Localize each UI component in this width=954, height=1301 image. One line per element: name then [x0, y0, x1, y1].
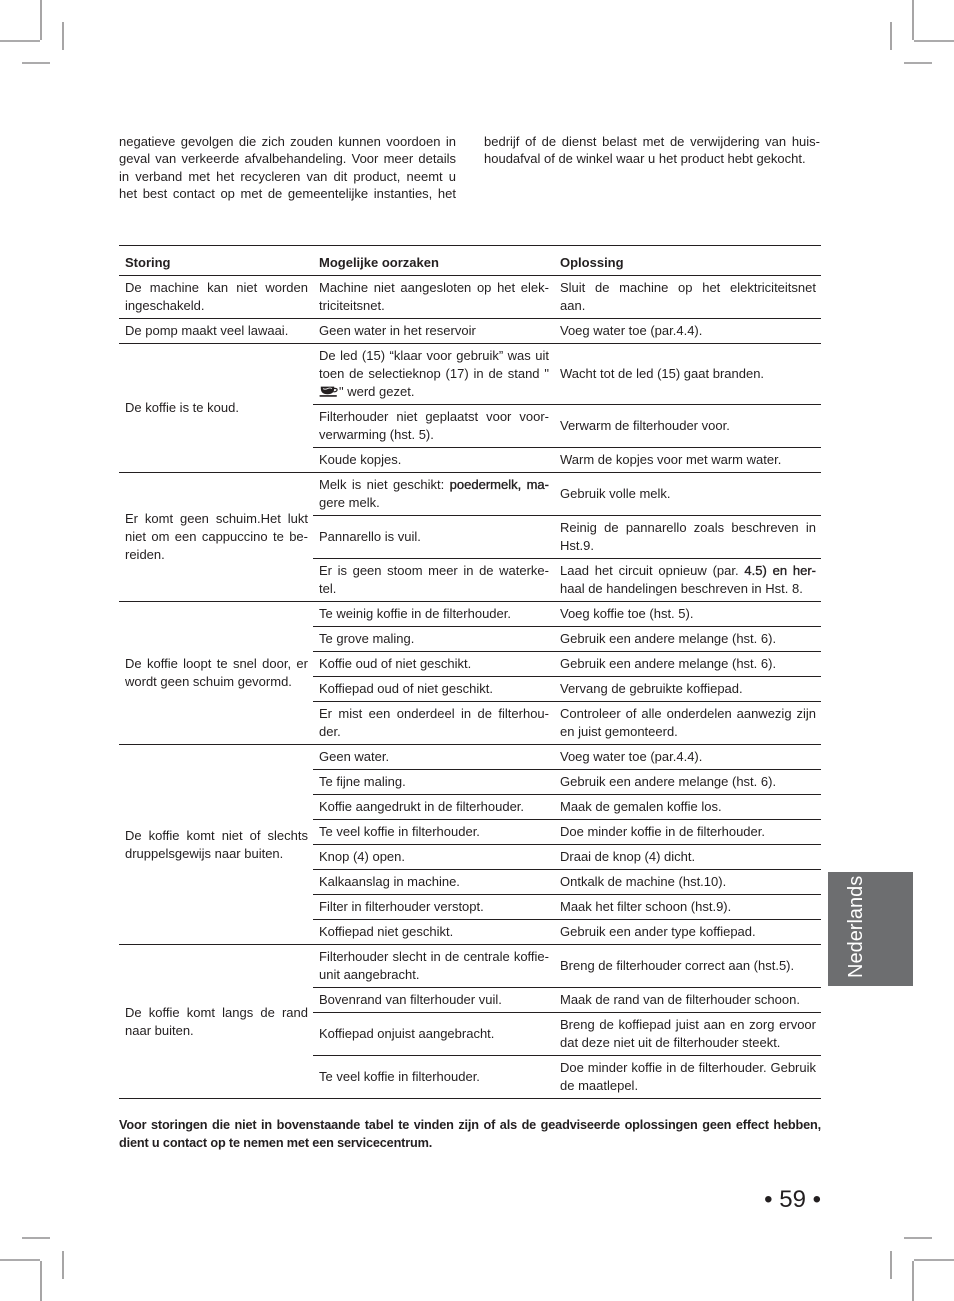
text-line: in verband met het recycleren van dit product, neemt u: [119, 168, 456, 184]
problem-group: [119, 602, 821, 745]
solution-cell: [554, 448, 821, 472]
problem-group: [119, 745, 821, 945]
cause-cell: [313, 870, 554, 894]
solution-cell: [554, 870, 821, 894]
table-row: [313, 405, 821, 448]
text-line: Kalkaanslag in machine.: [319, 874, 460, 889]
table-row: [313, 895, 821, 920]
cause-cell: [313, 344, 554, 404]
text-line: Sluit de machine op het elektriciteitsnet: [560, 280, 816, 295]
text-line: Voor storingen die niet in bovenstaande tabel te vinden zijn of als de geadviseerde oplossingen geen effect hebben,: [119, 1118, 821, 1132]
table-row: [313, 702, 821, 745]
problem-cell: [119, 473, 313, 602]
cause-cell: [313, 920, 554, 944]
text-line: Voeg water toe (par.4.4).: [560, 749, 703, 764]
text-line: De machine kan niet worden: [125, 280, 308, 295]
solution-cell: [554, 516, 821, 558]
text-line: Koffie aangedrukt in de filterhouder.: [319, 799, 525, 814]
text-line: Te weinig koffie in de filterhouder.: [319, 606, 511, 621]
table-header-row: [119, 246, 821, 276]
text-line: Te grove maling.: [319, 631, 415, 646]
text-line: Reinig de pannarello zoals beschreven in: [560, 520, 816, 535]
text-line: De koffie komt niet of slechts: [125, 827, 308, 843]
emphasized-text: 4.5) en her-: [744, 563, 817, 578]
text-line: ingeschakeld.: [125, 298, 205, 313]
intro-text-right: [484, 133, 820, 168]
cause-cell: [313, 677, 554, 701]
cause-cell: [313, 1013, 554, 1055]
header-storing: Storing: [125, 254, 171, 270]
table-row: [313, 770, 821, 795]
cause-cell: [313, 745, 554, 769]
text-line: Voeg koffie toe (hst. 5).: [560, 606, 694, 621]
problem-cell: [119, 945, 313, 1099]
text-line: Te fijne maling.: [319, 774, 406, 789]
text-line: Controleer of alle onderdelen aanwezig zijn: [560, 706, 816, 721]
solution-cell: [554, 845, 821, 869]
text-line: De koffie komt langs de rand: [125, 1004, 308, 1020]
cause-cell: [313, 473, 554, 515]
text-line: aan.: [560, 298, 586, 313]
text-line: unit aangebracht.: [319, 967, 420, 982]
language-tab-label: Nederlands: [845, 875, 867, 978]
solution-cell: [554, 677, 821, 701]
cause-cell: [313, 795, 554, 819]
cause-cell: [313, 627, 554, 651]
text-line: geval van verkeerde afvalbehandeling. Voor meer details: [119, 151, 456, 167]
table-row: [313, 473, 821, 516]
text-line: Wacht tot de led (15) gaat branden.: [560, 366, 765, 381]
text-line: naar buiten.: [125, 1022, 194, 1038]
text-segment: Laad het circuit opnieuw (par.: [560, 563, 745, 578]
text-line: Verwarm de filterhouder voor.: [560, 418, 730, 433]
solution-cell: [554, 627, 821, 651]
text-line: Te veel koffie in filterhouder.: [319, 1069, 480, 1084]
text-line: Breng de koffiepad juist aan en zorg ervoor: [560, 1017, 816, 1032]
text-line: [319, 476, 549, 494]
solution-cell: [554, 405, 821, 447]
cause-cell: [313, 702, 554, 744]
text-line: Te veel koffie in filterhouder.: [319, 824, 480, 839]
text-line: het best contact op met de gemeentelijke instanties, het: [119, 186, 456, 202]
text-line: Voeg water toe (par.4.4).: [560, 323, 703, 338]
text-line: de maatlepel.: [560, 1078, 639, 1093]
text-line: dat deze niet uit de filterhouder steekt.: [560, 1035, 781, 1050]
text-line: De pomp maakt veel lawaai.: [125, 323, 289, 338]
table-row: [313, 870, 821, 895]
text-line: Filterhouder slecht in de centrale koffie-: [319, 949, 549, 964]
header-oplossing: Oplossing: [560, 254, 624, 270]
solution-cell: [554, 795, 821, 819]
table-row: [313, 795, 821, 820]
table-row: [313, 820, 821, 845]
table-row: [313, 559, 821, 602]
table-row: [313, 516, 821, 559]
problem-cell: [119, 344, 313, 473]
text-line: druppelsgewijs naar buiten.: [125, 845, 284, 861]
text-line: houdafval of de winkel waar u het product hebt gekocht.: [484, 151, 806, 167]
text-line: wordt geen schuim gevormd.: [125, 674, 292, 689]
text-line: toen de selectieknop (17) in de stand ": [319, 366, 549, 381]
cause-cell: [313, 448, 554, 472]
table-row: [313, 988, 821, 1013]
text-line: Ontkalk de machine (hst.10).: [560, 874, 727, 889]
text-line: Draai de knop (4) dicht.: [560, 849, 696, 864]
text-line: der.: [319, 724, 341, 739]
text-line: bedrijf of de dienst belast met de verwijdering van huis-: [484, 134, 820, 149]
problem-group: [119, 473, 821, 602]
text-line: Maak de gemalen koffie los.: [560, 799, 722, 814]
text-line: De koffie loopt te snel door, er: [125, 656, 308, 671]
text-line: De led (15) “klaar voor gebruik” was uit: [319, 348, 549, 363]
text-line: Machine niet aangesloten op het elek-: [319, 280, 549, 295]
table-row: [313, 319, 821, 344]
problem-cell: [119, 745, 313, 945]
cause-cell: [313, 988, 554, 1012]
table-row: [313, 745, 821, 770]
text-line: Geen water.: [319, 749, 390, 764]
solution-cell: [554, 1013, 821, 1055]
table-row: [313, 920, 821, 945]
problem-cell: [119, 319, 313, 344]
cause-cell: [313, 895, 554, 919]
cause-cell: [313, 405, 554, 447]
text-line: Breng de filterhouder correct aan (hst.5).: [560, 958, 795, 973]
text-line: Gebruik een andere melange (hst. 6).: [560, 656, 777, 671]
table-row: [313, 344, 821, 405]
solution-cell: [554, 602, 821, 626]
text-line: Gebruik een andere melange (hst. 6).: [560, 774, 777, 789]
text-line: dient u contact op te nemen met een servicecentrum.: [119, 1136, 433, 1150]
problem-group: [119, 945, 821, 1099]
text-segment: Melk is niet geschikt:: [319, 477, 450, 492]
solution-cell: [554, 820, 821, 844]
text-line: Maak de rand van de filterhouder schoon.: [560, 992, 800, 1007]
problem-group: [119, 276, 821, 319]
text-line: Doe minder koffie in de filterhouder. Gebruik: [560, 1060, 816, 1075]
text-line: Koude kopjes.: [319, 452, 402, 467]
page-number: • 59 •: [764, 1186, 821, 1213]
problem-causes: [313, 473, 821, 602]
table-row: [313, 627, 821, 652]
cause-cell: [313, 1056, 554, 1098]
text-line: tel.: [319, 581, 337, 596]
solution-cell: [554, 702, 821, 744]
text-line: verwarming (hst. 5).: [319, 427, 434, 442]
table-row: [313, 845, 821, 870]
cause-cell: [313, 319, 554, 343]
text-line: haal de handelingen beschreven in Hst. 8.: [560, 581, 803, 596]
cause-cell: [313, 276, 554, 318]
text-line: Pannarello is vuil.: [319, 529, 421, 544]
cause-cell: [313, 516, 554, 558]
cause-cell: [313, 770, 554, 794]
solution-cell: [554, 770, 821, 794]
text-line: Geen water in het reservoir: [319, 323, 476, 338]
problem-group: [119, 344, 821, 473]
solution-cell: [554, 344, 821, 404]
table-row: [313, 677, 821, 702]
table-body: [119, 276, 821, 1099]
text-line: triciteitsnet.: [319, 298, 385, 313]
table-row: [313, 945, 821, 988]
text-line: Warm de kopjes voor met warm water.: [560, 452, 782, 467]
problem-causes: [313, 276, 821, 319]
text-line: Filter in filterhouder verstopt.: [319, 899, 484, 914]
text-line: en juist gemonteerd.: [560, 724, 678, 739]
cause-cell: [313, 602, 554, 626]
intro-text-left: [119, 133, 456, 203]
solution-cell: [554, 319, 821, 343]
cause-cell: [313, 845, 554, 869]
text-line: reiden.: [125, 547, 165, 562]
text-line: Er is geen stoom meer in de waterke-: [319, 563, 549, 578]
solution-cell: [554, 473, 821, 515]
solution-cell: [554, 895, 821, 919]
text-line: Doe minder koffie in de filterhouder.: [560, 824, 765, 839]
text-line: Gebruik een andere melange (hst. 6).: [560, 631, 777, 646]
text-line: Knop (4) open.: [319, 849, 406, 864]
problem-causes: [313, 602, 821, 745]
problem-causes: [313, 745, 821, 945]
problem-group: [119, 319, 821, 344]
cause-cell: [313, 820, 554, 844]
table-row: [313, 652, 821, 677]
solution-cell: [554, 920, 821, 944]
text-line: Hst.9.: [560, 538, 594, 553]
table-row: [313, 602, 821, 627]
text-line: Er mist een onderdeel in de filterhou-: [319, 706, 549, 721]
text-line: Gebruik een ander type koffiepad.: [560, 924, 756, 939]
text-line: negatieve gevolgen die zich zouden kunnen voordoen in: [119, 134, 456, 149]
troubleshooting-table: [119, 245, 821, 1099]
text-line: Gebruik volle melk.: [560, 486, 671, 501]
problem-causes: [313, 344, 821, 473]
text-line: Koffiepad onjuist aangebracht.: [319, 1026, 495, 1041]
header-mogelijke-oorzaken: Mogelijke oorzaken: [319, 254, 439, 270]
text-line: Vervang de gebruikte koffiepad.: [560, 681, 743, 696]
text-line: Koffie oud of niet geschikt.: [319, 656, 472, 671]
text-line: Bovenrand van filterhouder vuil.: [319, 992, 502, 1007]
solution-cell: [554, 945, 821, 987]
cause-cell: [313, 652, 554, 676]
text-line: [560, 562, 816, 580]
service-note: [119, 1116, 821, 1152]
cause-cell: [313, 945, 554, 987]
emphasized-text: poedermelk, ma-: [449, 477, 549, 492]
problem-cell: [119, 602, 313, 745]
coffee-cup-icon: [319, 384, 339, 399]
text-line: [319, 383, 549, 401]
table-row: [313, 276, 821, 319]
problem-causes: [313, 945, 821, 1099]
solution-cell: [554, 745, 821, 769]
text-line: De koffie is te koud.: [125, 400, 239, 415]
text-line: niet om een cappuccino te be-: [125, 529, 308, 544]
problem-causes: [313, 319, 821, 344]
problem-cell: [119, 276, 313, 319]
table-row: [313, 1013, 821, 1056]
solution-cell: [554, 1056, 821, 1098]
solution-cell: [554, 559, 821, 601]
text-line: Maak het filter schoon (hst.9).: [560, 899, 732, 914]
text-segment: " werd gezet.: [339, 384, 415, 399]
language-tab: [828, 872, 913, 986]
table-row: [313, 1056, 821, 1099]
solution-cell: [554, 276, 821, 318]
solution-cell: [554, 988, 821, 1012]
text-line: Koffiepad oud of niet geschikt.: [319, 681, 493, 696]
text-line: Koffiepad niet geschikt.: [319, 924, 454, 939]
text-line: Filterhouder niet geplaatst voor voor-: [319, 409, 549, 424]
cause-cell: [313, 559, 554, 601]
solution-cell: [554, 652, 821, 676]
text-line: gere melk.: [319, 495, 380, 510]
text-line: Er komt geen schuim.Het lukt: [125, 511, 308, 526]
table-row: [313, 448, 821, 473]
